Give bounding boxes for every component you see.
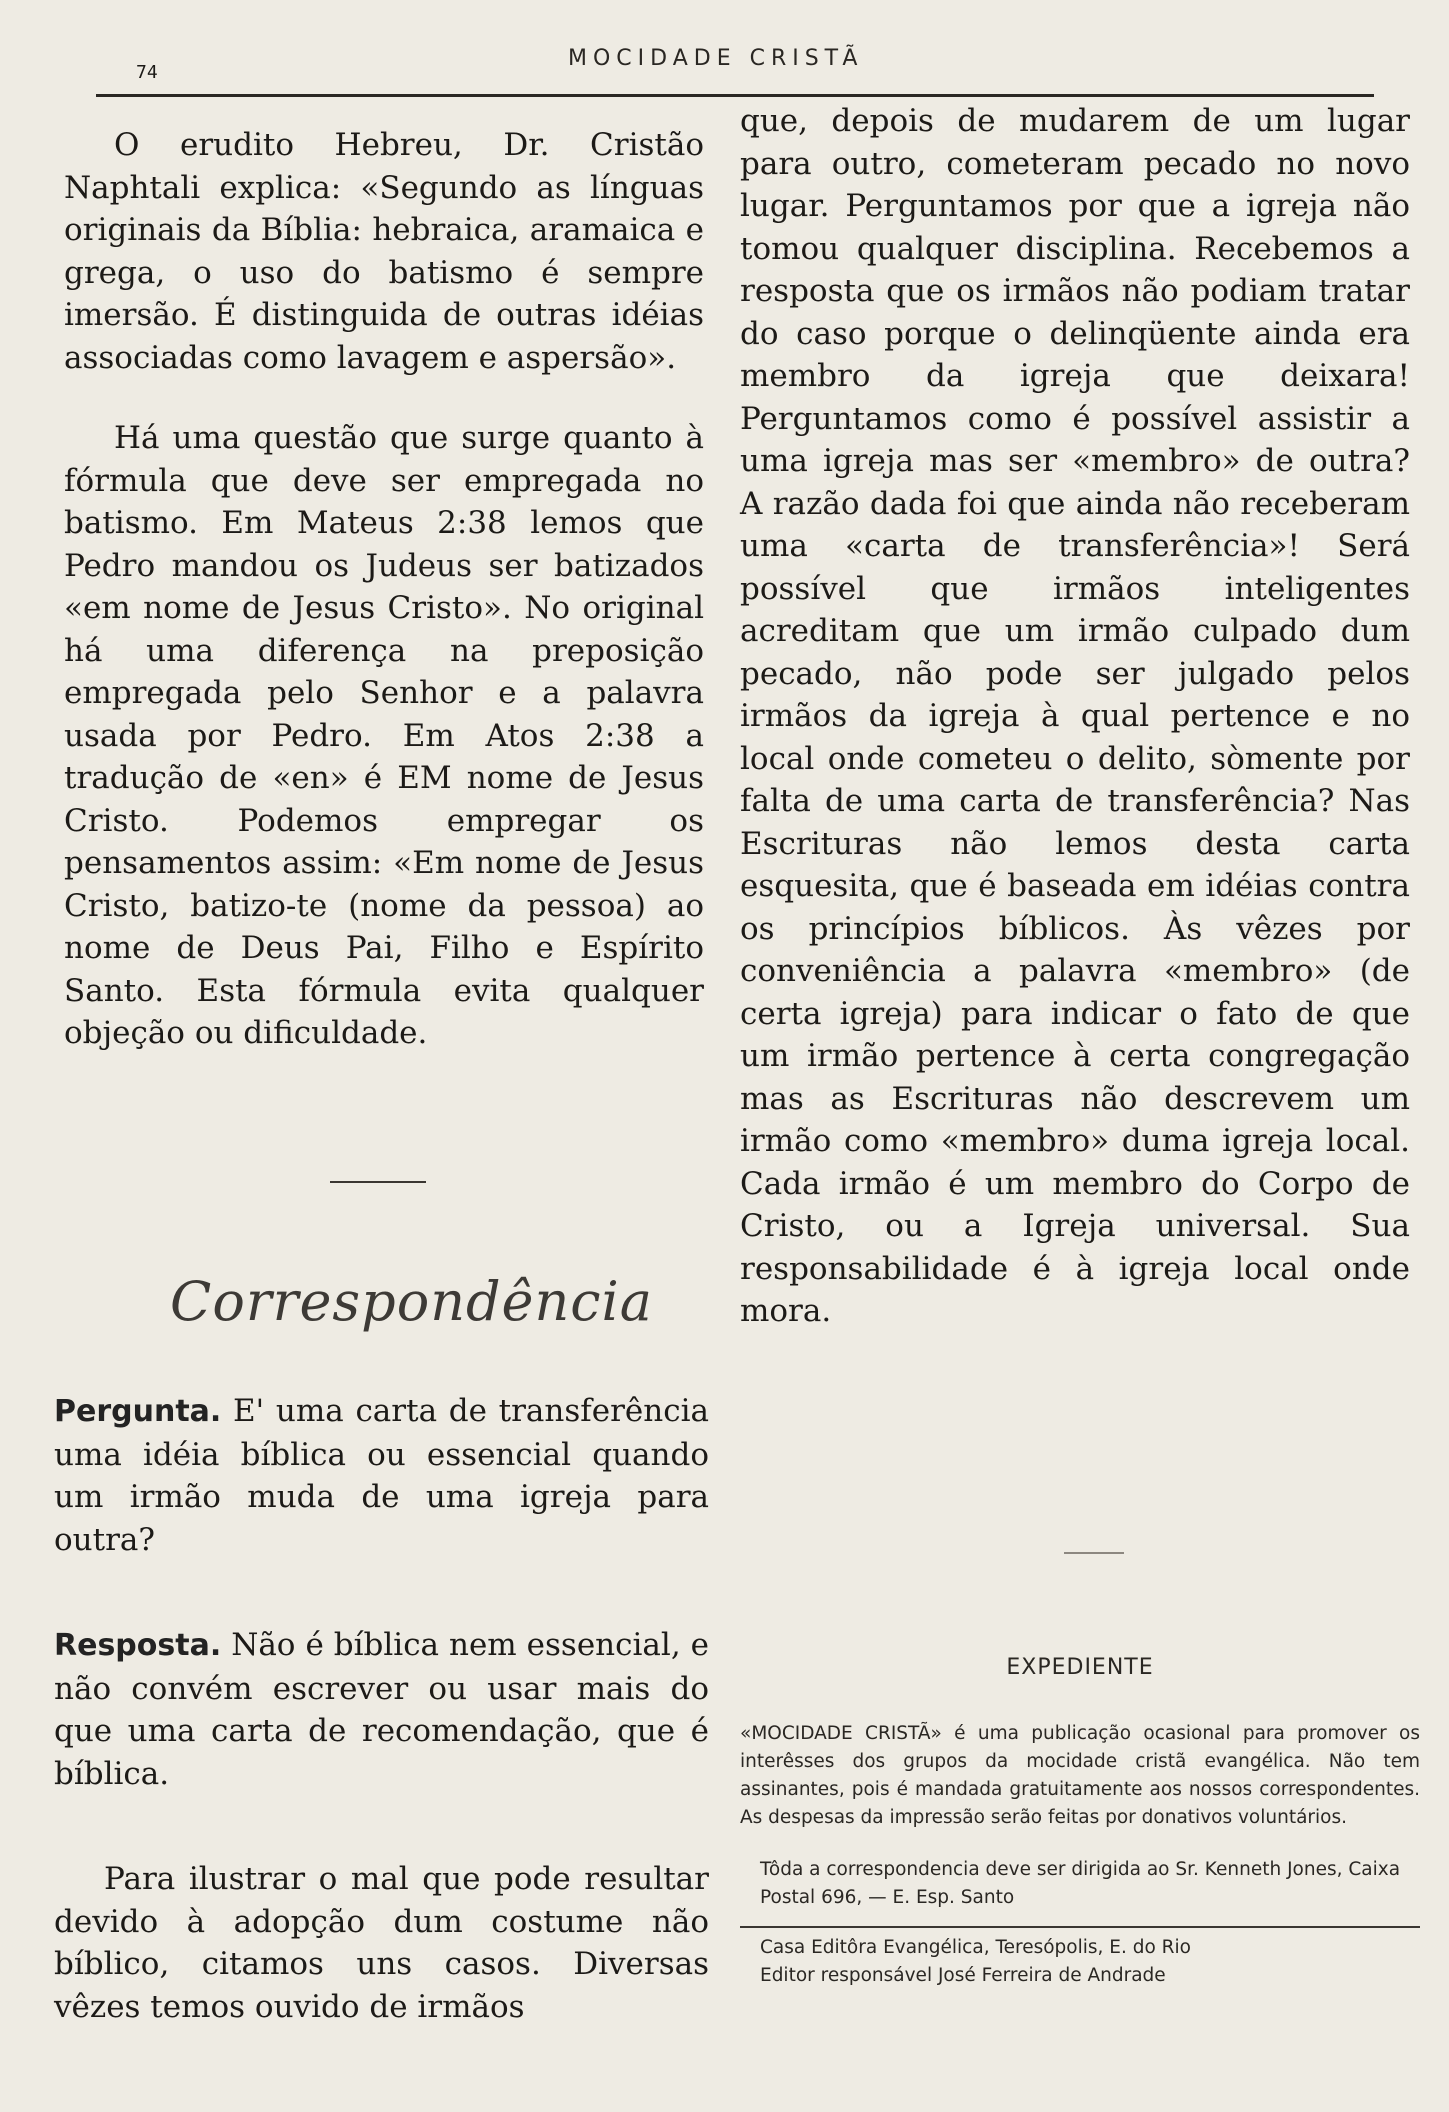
expediente-contact: Tôda a correspondencia deve ser dirigida ao Sr. Kenneth Jones, Caixa Postal 696, — E. Esp. Santo: [760, 1859, 1401, 1908]
question-text: E' uma carta de transferência uma idéia bíblica ou essencial quando um irmão muda de uma igreja para outra?: [54, 1393, 709, 1558]
answer-label: Resposta.: [54, 1628, 222, 1663]
answer-text: Não é bíblica nem essencial, e não convém escrever ou usar mais do que uma carta de recomendação, que é bíblica.: [54, 1627, 709, 1792]
right-column: [740, 100, 1410, 1333]
section-divider: [330, 1181, 426, 1183]
illustration-block: [54, 1858, 709, 2028]
correspondence-heading: Correspondência: [170, 1270, 653, 1333]
page-header: [96, 40, 1374, 97]
illustration-text: Para ilustrar o mal que pode resultar devido à adopção dum costume não bíblico, citamos uns casos. Diversas vêzes temos ouvido de irmãos: [54, 1861, 709, 2025]
expediente-editor: Editor responsável José Ferreira de Andrade: [760, 1965, 1166, 1986]
expediente-text: «MOCIDADE CRISTÃ» é uma publicação ocasional para promover os interêsses dos grupos da mocidade cristã evangélica. Não tem assinantes, pois é mandada gratuitamente aos nossos correspondentes. As despesas da impressão serão feitas por donativos voluntários.: [740, 1723, 1420, 1828]
expediente-publisher: Casa Editôra Evangélica, Teresópolis, E. do Rio: [760, 1937, 1191, 1958]
magazine-title: MOCIDADE CRISTÃ: [568, 46, 864, 71]
expediente-rule: [740, 1926, 1420, 1928]
paragraph-transfer-letter: que, depois de mudarem de um lugar para outro, cometeram pecado no novo lugar. Perguntamos por que a igreja não tomou qualquer disciplina. Recebemos a resposta que os irmãos não podiam tratar do caso porque o delinqüente ainda era membro da igreja que deixara! Perguntamos como é possível assistir a uma igreja mas ser «membro» de outra? A razão dada foi que ainda não receberam uma «carta de transferência»! Será possível que irmãos inteligentes acreditam que um irmão culpado dum pecado, não pode ser julgado pelos irmãos da igreja à qual pertence e no local onde cometeu o delito, sòmente por falta de uma carta de transferência? Nas Escrituras não lemos desta carta esquesita, que é baseada em idéias contra os princípios bíblicos. Às vêzes por conveniência a palavra «membro» (de certa igreja) para indicar o fato de que um irmão pertence à certa congregação mas as Escrituras não descrevem um irmão como «membro» duma igreja local. Cada irmão é um membro do Corpo de Cristo, ou a Igreja universal. Sua responsabilidade é à igreja local onde mora.: [740, 103, 1410, 1329]
paragraph-naphtali: O erudito Hebreu, Dr. Cristão Naphtali explica: «Segundo as línguas originais da Bíblia: hebraica, aramaica e grega, o uso do batismo é sempre imersão. É distinguida de outras idéias associadas como lavagem e aspersão».: [64, 127, 704, 376]
answer-block: [54, 1624, 709, 1795]
page-number: 74: [136, 62, 158, 83]
expediente-box: [740, 1655, 1420, 1990]
question-label: Pergunta.: [54, 1394, 222, 1429]
expediente-title: EXPEDIENTE: [1006, 1655, 1154, 1680]
question-block: [54, 1390, 709, 1561]
left-column: [64, 124, 704, 1055]
paragraph-baptism-formula: Há uma questão que surge quanto à fórmula que deve ser empregada no batismo. Em Mateus 2:38 lemos que Pedro mandou os Judeus ser batizados «em nome de Jesus Cristo». No original há uma diferença na preposição empregada pelo Senhor e a palavra usada por Pedro. Em Atos 2:38 a tradução de «en» é EM nome de Jesus Cristo. Podemos empregar os pensamentos assim: «Em nome de Jesus Cristo, batizo-te (nome da pessoa) ao nome de Deus Pai, Filho e Espírito Santo. Esta fórmula evita qualquer objeção ou dificuldade.: [64, 420, 704, 1051]
ornament-divider: [1064, 1552, 1124, 1554]
